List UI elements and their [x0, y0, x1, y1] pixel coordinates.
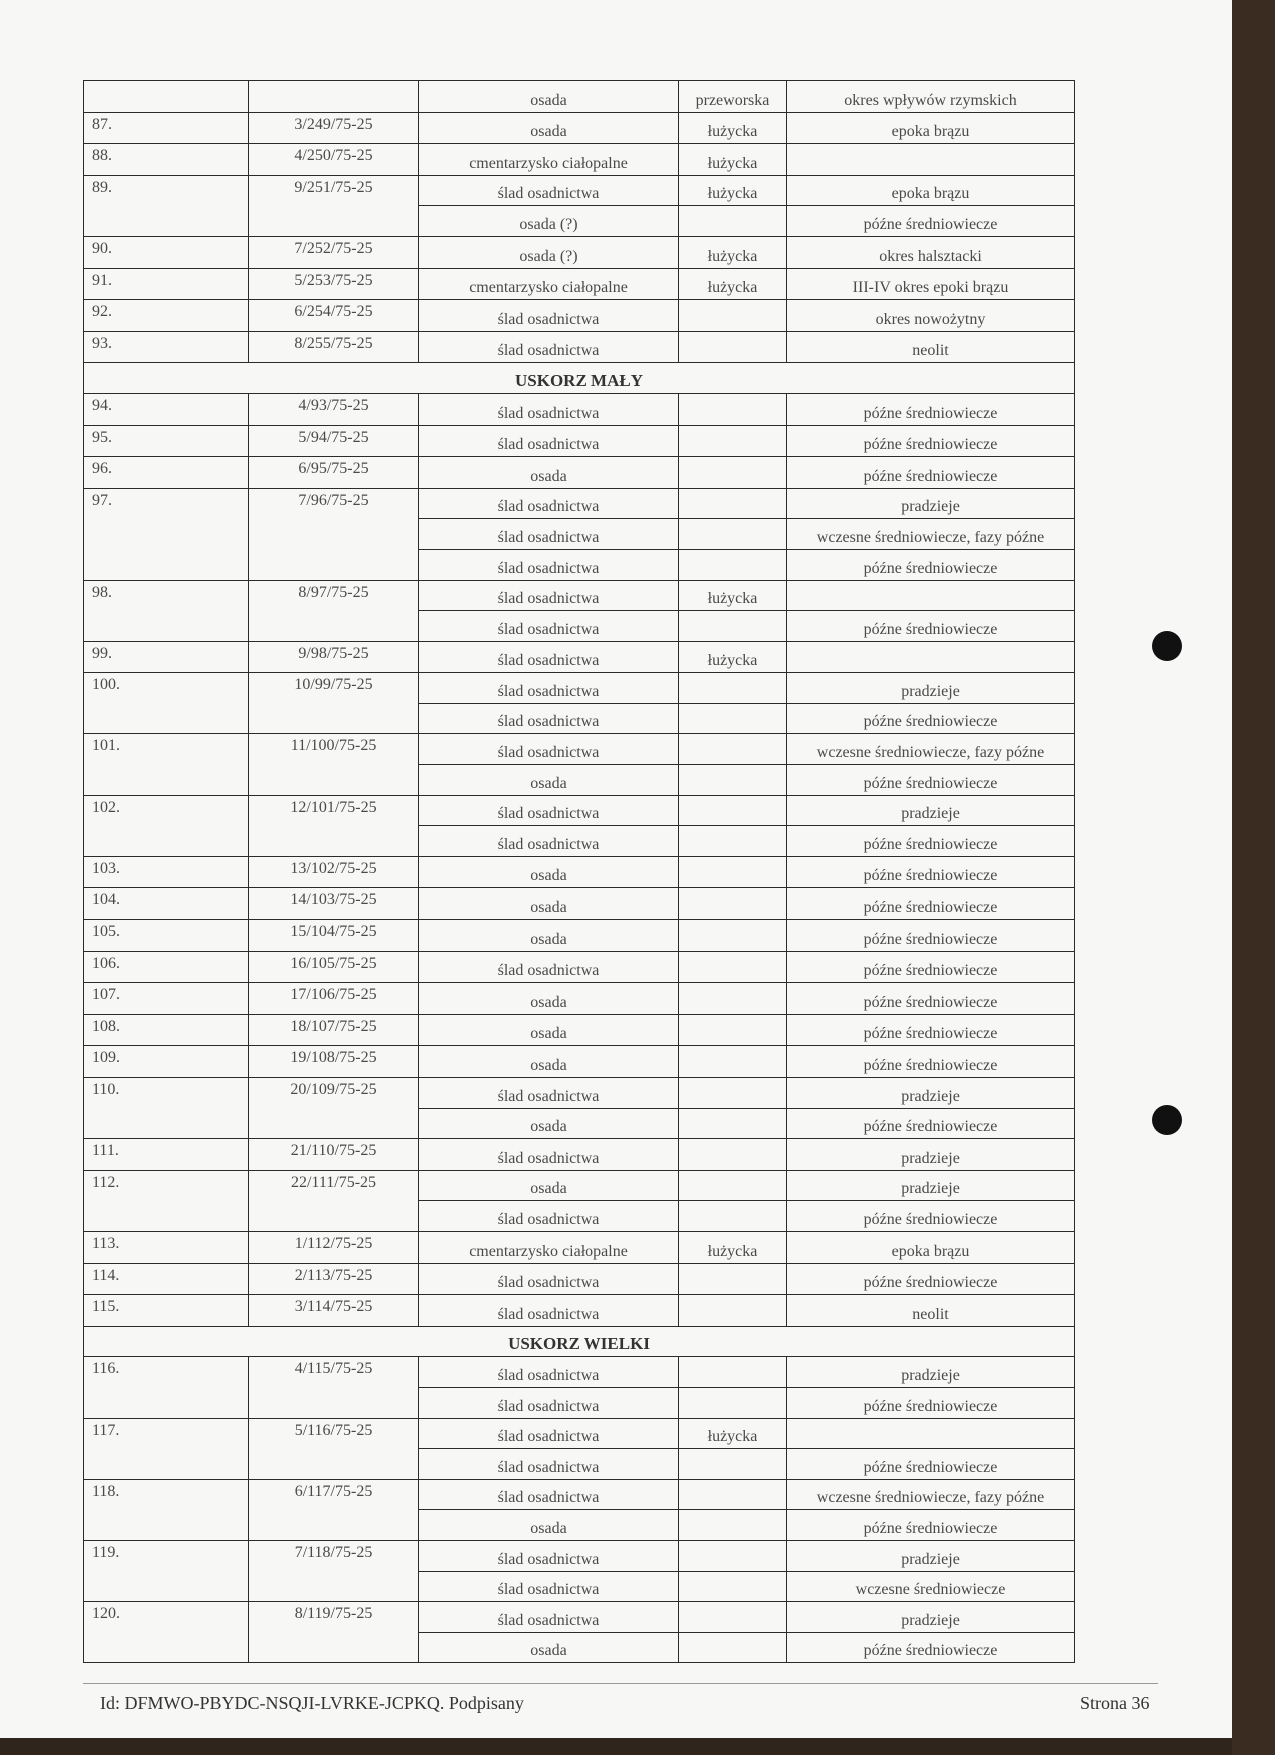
- period-cell: późne średniowiecze: [787, 1510, 1075, 1541]
- section-header-row: [84, 1326, 1075, 1357]
- catalog-number-cell: 7/96/75-25: [249, 488, 419, 580]
- catalog-number-cell: 20/109/75-25: [249, 1078, 419, 1139]
- catalog-number-cell: 13/102/75-25: [249, 856, 419, 888]
- site-number-cell: 118.: [84, 1479, 249, 1540]
- culture-cell: [679, 795, 787, 826]
- culture-cell: [679, 920, 787, 952]
- period-cell: pradzieje: [787, 795, 1075, 826]
- period-cell: pradzieje: [787, 1078, 1075, 1109]
- table-row: [84, 1078, 1075, 1109]
- table-row: [84, 236, 1075, 268]
- page-number: Strona 36: [1080, 1693, 1150, 1713]
- site-type-cell: ślad osadnictwa: [419, 1449, 679, 1480]
- table-row: [84, 144, 1075, 176]
- table-row: [84, 1170, 1075, 1201]
- period-cell: epoka brązu: [787, 175, 1075, 206]
- site-type-cell: osada: [419, 888, 679, 920]
- culture-cell: [679, 1014, 787, 1046]
- site-type-cell: ślad osadnictwa: [419, 175, 679, 206]
- catalog-number-cell: 15/104/75-25: [249, 920, 419, 952]
- table-row: [84, 888, 1075, 920]
- site-type-cell: cmentarzysko ciałopalne: [419, 268, 679, 300]
- culture-cell: [679, 1139, 787, 1171]
- site-type-cell: ślad osadnictwa: [419, 519, 679, 550]
- site-number-cell: 114.: [84, 1263, 249, 1295]
- period-cell: wczesne średniowiecze, fazy późne: [787, 734, 1075, 765]
- culture-cell: łużycka: [679, 1231, 787, 1263]
- culture-cell: [679, 1571, 787, 1602]
- period-cell: neolit: [787, 1295, 1075, 1327]
- culture-cell: łużycka: [679, 175, 787, 206]
- period-cell: pradzieje: [787, 673, 1075, 704]
- scan-background-edge: [1232, 0, 1275, 1755]
- site-type-cell: ślad osadnictwa: [419, 611, 679, 642]
- site-number-cell: 100.: [84, 673, 249, 734]
- culture-cell: przeworska: [679, 81, 787, 113]
- table-row: [84, 795, 1075, 826]
- culture-cell: [679, 1602, 787, 1633]
- culture-cell: [679, 611, 787, 642]
- culture-cell: łużycka: [679, 580, 787, 611]
- period-cell: późne średniowiecze: [787, 1014, 1075, 1046]
- period-cell: późne średniowiecze: [787, 856, 1075, 888]
- catalog-number-cell: 6/254/75-25: [249, 300, 419, 332]
- site-number-cell: 112.: [84, 1170, 249, 1231]
- culture-cell: [679, 393, 787, 425]
- period-cell: późne średniowiecze: [787, 425, 1075, 457]
- period-cell: późne średniowiecze: [787, 393, 1075, 425]
- site-type-cell: osada: [419, 765, 679, 796]
- site-number-cell: 102.: [84, 795, 249, 856]
- period-cell: późne średniowiecze: [787, 549, 1075, 580]
- table-row: [84, 300, 1075, 332]
- site-number-cell: 98.: [84, 580, 249, 641]
- period-cell: pradzieje: [787, 1602, 1075, 1633]
- period-cell: wczesne średniowiecze, fazy późne: [787, 1479, 1075, 1510]
- site-type-cell: ślad osadnictwa: [419, 734, 679, 765]
- table-row: [84, 641, 1075, 673]
- culture-cell: [679, 1201, 787, 1232]
- catalog-number-cell: [249, 81, 419, 113]
- catalog-number-cell: 14/103/75-25: [249, 888, 419, 920]
- site-type-cell: ślad osadnictwa: [419, 1263, 679, 1295]
- table-row: [84, 856, 1075, 888]
- site-number-cell: 119.: [84, 1540, 249, 1601]
- site-number-cell: 110.: [84, 1078, 249, 1139]
- period-cell: późne średniowiecze: [787, 206, 1075, 237]
- site-type-cell: osada: [419, 1170, 679, 1201]
- catalog-number-cell: 8/255/75-25: [249, 331, 419, 363]
- period-cell: późne średniowiecze: [787, 1387, 1075, 1418]
- site-type-cell: cmentarzysko ciałopalne: [419, 1231, 679, 1263]
- table-row: [84, 1540, 1075, 1571]
- site-type-cell: osada: [419, 983, 679, 1015]
- catalog-number-cell: 9/98/75-25: [249, 641, 419, 673]
- site-type-cell: ślad osadnictwa: [419, 673, 679, 704]
- site-number-cell: 115.: [84, 1295, 249, 1327]
- site-number-cell: 95.: [84, 425, 249, 457]
- site-type-cell: ślad osadnictwa: [419, 1571, 679, 1602]
- site-type-cell: osada (?): [419, 206, 679, 237]
- archaeological-sites-table: [83, 80, 1075, 1663]
- site-number-cell: 92.: [84, 300, 249, 332]
- culture-cell: [679, 425, 787, 457]
- site-number-cell: 101.: [84, 734, 249, 795]
- table-row: [84, 268, 1075, 300]
- table-row: [84, 1602, 1075, 1633]
- catalog-number-cell: 10/99/75-25: [249, 673, 419, 734]
- period-cell: późne średniowiecze: [787, 920, 1075, 952]
- site-type-cell: ślad osadnictwa: [419, 1357, 679, 1388]
- culture-cell: [679, 1078, 787, 1109]
- period-cell: wczesne średniowiecze: [787, 1571, 1075, 1602]
- site-number-cell: 88.: [84, 144, 249, 176]
- punch-hole-lower: [1152, 1105, 1182, 1135]
- site-type-cell: ślad osadnictwa: [419, 641, 679, 673]
- site-type-cell: osada: [419, 1014, 679, 1046]
- site-number-cell: 103.: [84, 856, 249, 888]
- catalog-number-cell: 5/94/75-25: [249, 425, 419, 457]
- period-cell: późne średniowiecze: [787, 457, 1075, 489]
- site-number-cell: 87.: [84, 112, 249, 144]
- site-type-cell: osada (?): [419, 236, 679, 268]
- culture-cell: [679, 519, 787, 550]
- section-title-uskorz-maly: USKORZ MAŁY: [84, 363, 1075, 394]
- period-cell: późne średniowiecze: [787, 1263, 1075, 1295]
- period-cell: epoka brązu: [787, 112, 1075, 144]
- period-cell: późne średniowiecze: [787, 1046, 1075, 1078]
- culture-cell: łużycka: [679, 236, 787, 268]
- site-type-cell: ślad osadnictwa: [419, 425, 679, 457]
- table-row: [84, 1357, 1075, 1388]
- period-cell: późne średniowiecze: [787, 611, 1075, 642]
- catalog-number-cell: 7/118/75-25: [249, 1540, 419, 1601]
- site-type-cell: ślad osadnictwa: [419, 393, 679, 425]
- catalog-number-cell: 19/108/75-25: [249, 1046, 419, 1078]
- culture-cell: [679, 1108, 787, 1139]
- site-type-cell: osada: [419, 1510, 679, 1541]
- site-type-cell: ślad osadnictwa: [419, 549, 679, 580]
- period-cell: późne średniowiecze: [787, 1632, 1075, 1663]
- site-type-cell: osada: [419, 112, 679, 144]
- site-type-cell: ślad osadnictwa: [419, 1139, 679, 1171]
- period-cell: późne średniowiecze: [787, 951, 1075, 983]
- site-type-cell: osada: [419, 457, 679, 489]
- culture-cell: [679, 951, 787, 983]
- table-row: [84, 488, 1075, 519]
- site-type-cell: ślad osadnictwa: [419, 1540, 679, 1571]
- catalog-number-cell: 3/249/75-25: [249, 112, 419, 144]
- site-number-cell: 107.: [84, 983, 249, 1015]
- site-type-cell: ślad osadnictwa: [419, 580, 679, 611]
- catalog-number-cell: 21/110/75-25: [249, 1139, 419, 1171]
- site-number-cell: 104.: [84, 888, 249, 920]
- site-number-cell: 97.: [84, 488, 249, 580]
- site-number-cell: 89.: [84, 175, 249, 236]
- table-row: [84, 1418, 1075, 1449]
- culture-cell: [679, 1540, 787, 1571]
- site-type-cell: ślad osadnictwa: [419, 1201, 679, 1232]
- culture-cell: [679, 673, 787, 704]
- site-number-cell: 109.: [84, 1046, 249, 1078]
- site-type-cell: ślad osadnictwa: [419, 703, 679, 734]
- culture-cell: [679, 1387, 787, 1418]
- period-cell: [787, 641, 1075, 673]
- scan-background-bottom: [0, 1738, 1232, 1755]
- site-type-cell: ślad osadnictwa: [419, 951, 679, 983]
- culture-cell: [679, 703, 787, 734]
- site-type-cell: osada: [419, 856, 679, 888]
- catalog-number-cell: 17/106/75-25: [249, 983, 419, 1015]
- table-row: [84, 1295, 1075, 1327]
- period-cell: późne średniowiecze: [787, 1201, 1075, 1232]
- culture-cell: łużycka: [679, 641, 787, 673]
- table-row: [84, 1014, 1075, 1046]
- culture-cell: [679, 488, 787, 519]
- site-number-cell: 117.: [84, 1418, 249, 1479]
- catalog-number-cell: 9/251/75-25: [249, 175, 419, 236]
- site-number-cell: 96.: [84, 457, 249, 489]
- catalog-number-cell: 7/252/75-25: [249, 236, 419, 268]
- catalog-number-cell: 5/253/75-25: [249, 268, 419, 300]
- period-cell: neolit: [787, 331, 1075, 363]
- culture-cell: [679, 856, 787, 888]
- period-cell: wczesne średniowiecze, fazy późne: [787, 519, 1075, 550]
- punch-hole-upper: [1152, 631, 1182, 661]
- site-number-cell: 106.: [84, 951, 249, 983]
- culture-cell: [679, 300, 787, 332]
- catalog-number-cell: 11/100/75-25: [249, 734, 419, 795]
- table-row: [84, 1046, 1075, 1078]
- site-type-cell: ślad osadnictwa: [419, 1387, 679, 1418]
- table-row: [84, 393, 1075, 425]
- catalog-number-cell: 18/107/75-25: [249, 1014, 419, 1046]
- table-row: [84, 1139, 1075, 1171]
- table-row: [84, 580, 1075, 611]
- catalog-number-cell: 8/119/75-25: [249, 1602, 419, 1663]
- site-type-cell: osada: [419, 81, 679, 113]
- period-cell: [787, 1418, 1075, 1449]
- period-cell: pradzieje: [787, 488, 1075, 519]
- site-number-cell: 120.: [84, 1602, 249, 1663]
- catalog-number-cell: 3/114/75-25: [249, 1295, 419, 1327]
- period-cell: [787, 144, 1075, 176]
- period-cell: późne średniowiecze: [787, 703, 1075, 734]
- period-cell: okres halsztacki: [787, 236, 1075, 268]
- period-cell: epoka brązu: [787, 1231, 1075, 1263]
- site-type-cell: ślad osadnictwa: [419, 1418, 679, 1449]
- table-row: [84, 1231, 1075, 1263]
- culture-cell: [679, 1479, 787, 1510]
- period-cell: późne średniowiecze: [787, 1108, 1075, 1139]
- site-number-cell: 105.: [84, 920, 249, 952]
- site-type-cell: cmentarzysko ciałopalne: [419, 144, 679, 176]
- culture-cell: [679, 734, 787, 765]
- table-row: [84, 1263, 1075, 1295]
- period-cell: późne średniowiecze: [787, 765, 1075, 796]
- culture-cell: [679, 1170, 787, 1201]
- catalog-number-cell: 4/115/75-25: [249, 1357, 419, 1418]
- table-row: [84, 112, 1075, 144]
- table-row: [84, 425, 1075, 457]
- culture-cell: [679, 1449, 787, 1480]
- catalog-number-cell: 6/95/75-25: [249, 457, 419, 489]
- catalog-number-cell: 16/105/75-25: [249, 951, 419, 983]
- catalog-number-cell: 1/112/75-25: [249, 1231, 419, 1263]
- site-number-cell: 99.: [84, 641, 249, 673]
- site-number-cell: 113.: [84, 1231, 249, 1263]
- table-row: [84, 734, 1075, 765]
- site-type-cell: ślad osadnictwa: [419, 1602, 679, 1633]
- period-cell: pradzieje: [787, 1170, 1075, 1201]
- culture-cell: [679, 549, 787, 580]
- site-type-cell: ślad osadnictwa: [419, 826, 679, 857]
- site-number-cell: 108.: [84, 1014, 249, 1046]
- catalog-number-cell: 8/97/75-25: [249, 580, 419, 641]
- culture-cell: [679, 331, 787, 363]
- site-type-cell: ślad osadnictwa: [419, 1479, 679, 1510]
- period-cell: późne średniowiecze: [787, 1449, 1075, 1480]
- culture-cell: łużycka: [679, 1418, 787, 1449]
- culture-cell: [679, 1357, 787, 1388]
- period-cell: późne średniowiecze: [787, 983, 1075, 1015]
- site-type-cell: ślad osadnictwa: [419, 331, 679, 363]
- table-row: [84, 1479, 1075, 1510]
- table-row: [84, 673, 1075, 704]
- catalog-number-cell: 12/101/75-25: [249, 795, 419, 856]
- site-type-cell: osada: [419, 1046, 679, 1078]
- site-number-cell: 94.: [84, 393, 249, 425]
- table-row: [84, 951, 1075, 983]
- document-id-footer: Id: DFMWO-PBYDC-NSQJI-LVRKE-JCPKQ. Podpisany: [100, 1693, 524, 1713]
- table-row: [84, 331, 1075, 363]
- site-type-cell: ślad osadnictwa: [419, 300, 679, 332]
- catalog-number-cell: 2/113/75-25: [249, 1263, 419, 1295]
- catalog-number-cell: 4/93/75-25: [249, 393, 419, 425]
- site-number-cell: 90.: [84, 236, 249, 268]
- catalog-number-cell: 6/117/75-25: [249, 1479, 419, 1540]
- culture-cell: [679, 1632, 787, 1663]
- site-number-cell: [84, 81, 249, 113]
- site-type-cell: osada: [419, 1632, 679, 1663]
- period-cell: pradzieje: [787, 1357, 1075, 1388]
- culture-cell: [679, 888, 787, 920]
- period-cell: późne średniowiecze: [787, 826, 1075, 857]
- period-cell: późne średniowiecze: [787, 888, 1075, 920]
- culture-cell: [679, 1046, 787, 1078]
- period-cell: III-IV okres epoki brązu: [787, 268, 1075, 300]
- period-cell: okres wpływów rzymskich: [787, 81, 1075, 113]
- period-cell: pradzieje: [787, 1139, 1075, 1171]
- footer-divider: [83, 1683, 1158, 1684]
- culture-cell: łużycka: [679, 112, 787, 144]
- table-row: [84, 983, 1075, 1015]
- period-cell: [787, 580, 1075, 611]
- culture-cell: [679, 983, 787, 1015]
- section-title-uskorz-wielki: USKORZ WIELKI: [84, 1326, 1075, 1357]
- site-number-cell: 111.: [84, 1139, 249, 1171]
- culture-cell: [679, 1295, 787, 1327]
- culture-cell: [679, 1263, 787, 1295]
- site-type-cell: ślad osadnictwa: [419, 1295, 679, 1327]
- culture-cell: [679, 765, 787, 796]
- table-row: [84, 81, 1075, 113]
- culture-cell: [679, 826, 787, 857]
- culture-cell: [679, 457, 787, 489]
- culture-cell: [679, 1510, 787, 1541]
- site-type-cell: ślad osadnictwa: [419, 488, 679, 519]
- catalog-number-cell: 5/116/75-25: [249, 1418, 419, 1479]
- period-cell: okres nowożytny: [787, 300, 1075, 332]
- catalog-number-cell: 4/250/75-25: [249, 144, 419, 176]
- site-number-cell: 116.: [84, 1357, 249, 1418]
- site-type-cell: ślad osadnictwa: [419, 1078, 679, 1109]
- section-header-row: [84, 363, 1075, 394]
- site-type-cell: ślad osadnictwa: [419, 795, 679, 826]
- culture-cell: [679, 206, 787, 237]
- table-row: [84, 457, 1075, 489]
- table-row: [84, 920, 1075, 952]
- table-row: [84, 175, 1075, 206]
- site-number-cell: 93.: [84, 331, 249, 363]
- site-type-cell: osada: [419, 1108, 679, 1139]
- period-cell: pradzieje: [787, 1540, 1075, 1571]
- catalog-number-cell: 22/111/75-25: [249, 1170, 419, 1231]
- culture-cell: łużycka: [679, 268, 787, 300]
- site-type-cell: osada: [419, 920, 679, 952]
- culture-cell: łużycka: [679, 144, 787, 176]
- site-number-cell: 91.: [84, 268, 249, 300]
